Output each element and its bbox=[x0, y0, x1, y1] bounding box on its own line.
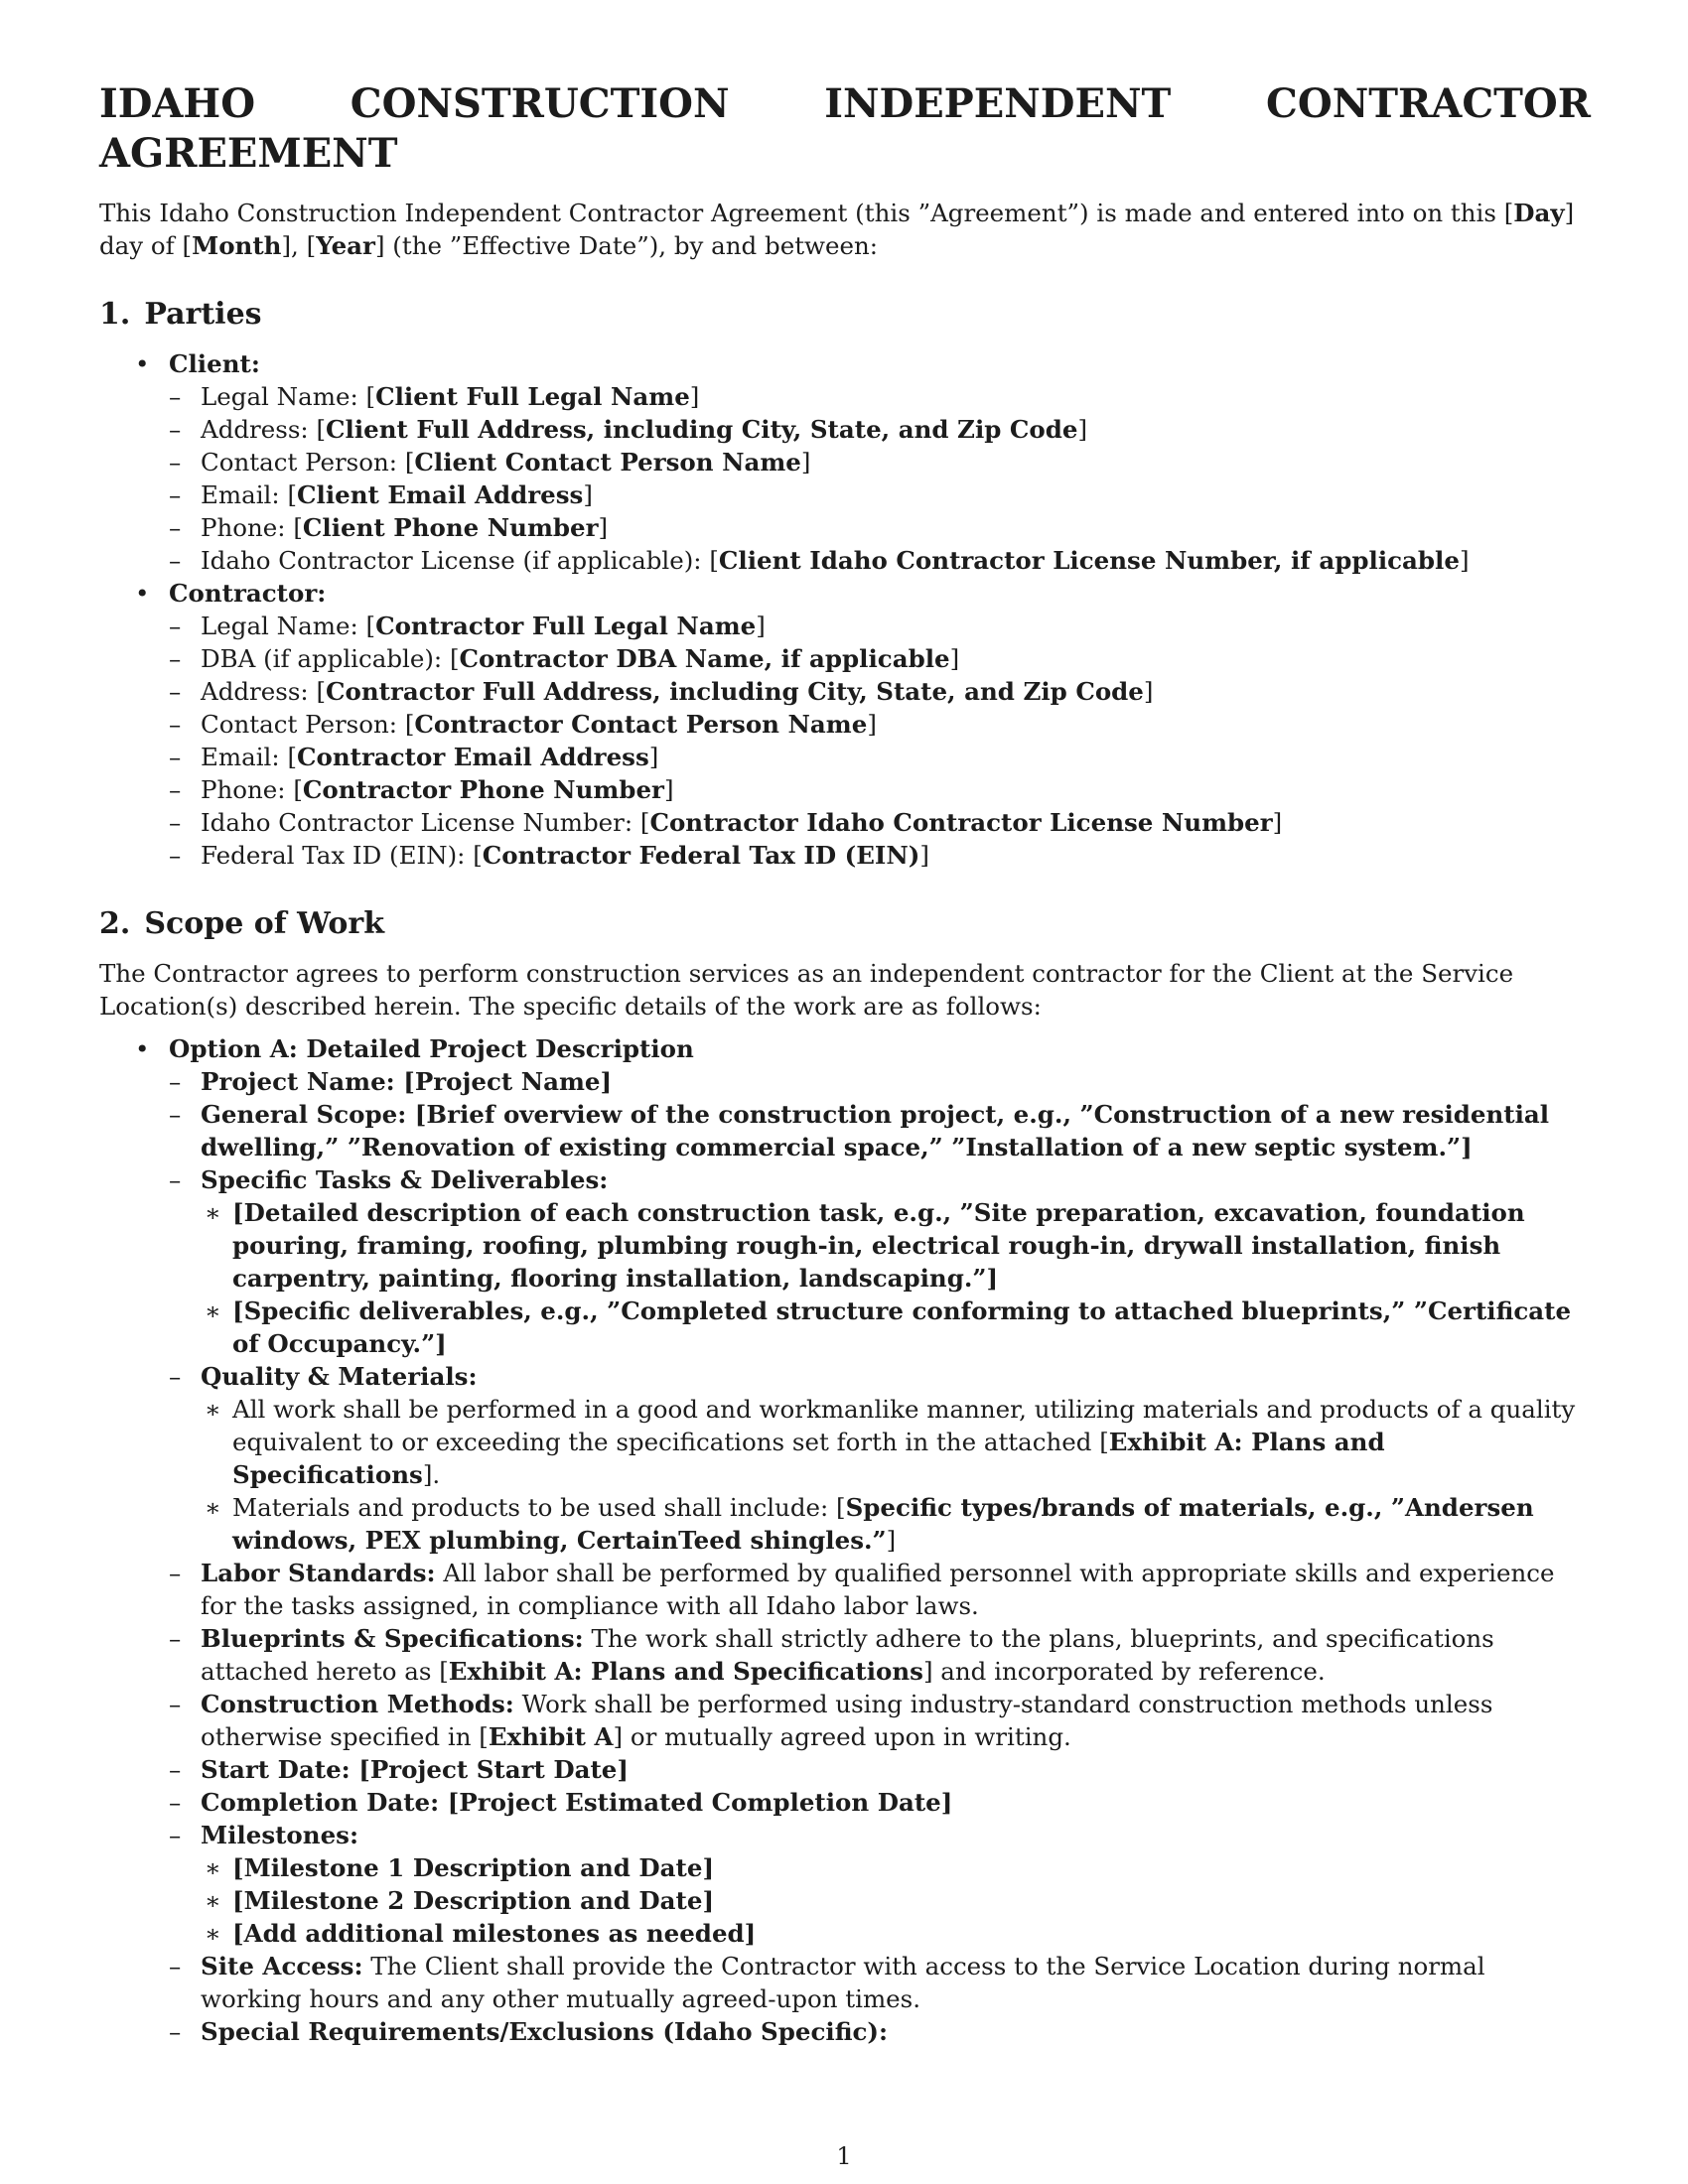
list-item: – Contact Person: [Contractor Contact Person Name] bbox=[169, 708, 1591, 741]
site-access-item: – Site Access: The Client shall provide the Contractor with access to the Service Location during normal working hours and any other mutually agreed-upon times. bbox=[169, 1950, 1591, 2015]
list-item: ∗ [Detailed description of each construction task, e.g., ”Site preparation, excavation, foundation pouring, framing, roofing, plumbing rough-in, electrical rough-in, drywall installation, finish carpentry, painting, flooring installation, landscaping.”] bbox=[201, 1196, 1591, 1295]
list-item: ∗ [Milestone 2 Description and Date] bbox=[201, 1884, 1591, 1917]
list-item: – Phone: [Contractor Phone Number] bbox=[169, 773, 1591, 806]
client-fields bbox=[169, 380, 1591, 577]
list-item: – Idaho Contractor License Number: [Contractor Idaho Contractor License Number] bbox=[169, 806, 1591, 839]
list-item: – Address: [Contractor Full Address, including City, State, and Zip Code] bbox=[169, 675, 1591, 708]
tasks-sublist bbox=[201, 1196, 1591, 1360]
parties-list bbox=[99, 347, 1591, 872]
scope-list bbox=[99, 1032, 1591, 2048]
option-a-block bbox=[99, 1032, 1591, 2048]
client-block bbox=[99, 347, 1591, 577]
day-placeholder: Day bbox=[1513, 199, 1565, 227]
page-number: 1 bbox=[836, 2142, 852, 2170]
contractor-label: Contractor: bbox=[169, 579, 327, 608]
project-name-item: – Project Name: [Project Name] bbox=[169, 1065, 1591, 1098]
list-item: – Legal Name: [Client Full Legal Name] bbox=[169, 380, 1591, 413]
client-label: Client: bbox=[169, 349, 260, 378]
document-page bbox=[99, 79, 1591, 2048]
intro-paragraph: This Idaho Construction Independent Contractor Agreement (this ”Agreement”) is made and entered into on this [Day] day of [Month], [Year] (the ”Effective Date”), by and between: bbox=[99, 199, 1575, 260]
list-item: – Federal Tax ID (EIN): [Contractor Federal Tax ID (EIN)] bbox=[169, 839, 1591, 872]
milestones-item: – Milestones: ∗ [Milestone 1 Description and Date] ∗ [Milestone 2 Description and Date] ∗ [Add additional milestones as needed] bbox=[169, 1819, 1591, 1950]
section-heading-scope: 2. Scope of Work bbox=[99, 906, 384, 941]
start-date-item: – Start Date: [Project Start Date] bbox=[169, 1753, 1591, 1786]
list-item: – Email: [Contractor Email Address] bbox=[169, 741, 1591, 773]
tasks-item: – Specific Tasks & Deliverables: ∗ [Detailed description of each construction task, e.g., ”Site preparation, excavation, foundation pouring, framing, roofing, plumbing rough-in, electrical rough-in, drywall installation, finish carpentry, painting, flooring installation, landscaping.”] ∗ [Specific deliverables, e.g., ”Completed structure conforming to attached blueprints,” ”Certificate of Occupancy.”] bbox=[169, 1163, 1591, 1360]
contractor-fields bbox=[169, 610, 1591, 872]
special-requirements-item: – Special Requirements/Exclusions (Idaho Specific): bbox=[169, 2015, 1591, 2048]
section-heading-parties: 1. Parties bbox=[99, 297, 262, 332]
list-item: – Address: [Client Full Address, including City, State, and Zip Code] bbox=[169, 413, 1591, 446]
scope-intro: The Contractor agrees to perform construction services as an independent contractor for the Client at the Service Location(s) described herein. The specific details of the work are as follows: bbox=[99, 959, 1514, 1021]
quality-item: – Quality & Materials: ∗ All work shall be performed in a good and workmanlike manner, utilizing materials and products of a quality equivalent to or exceeding the specifications set forth in the attached [Exhibit A: Plans and Specifications]. ∗ Materials and products to be used shall include: [Specific types/brands of materials, e.g., ”Andersen windows, PEX plumbing, CertainTeed shingles.”] bbox=[169, 1360, 1591, 1557]
list-item: – Phone: [Client Phone Number] bbox=[169, 511, 1591, 544]
list-item: ∗ Materials and products to be used shall include: [Specific types/brands of materials, e.g., ”Andersen windows, PEX plumbing, CertainTeed shingles.”] bbox=[201, 1491, 1591, 1557]
list-item: – Email: [Client Email Address] bbox=[169, 478, 1591, 511]
general-scope-item: – General Scope: [Brief overview of the construction project, e.g., ”Construction of a new residential dwelling,” ”Renovation of existing commercial space,” ”Installation of a new septic system.”] bbox=[169, 1098, 1591, 1163]
quality-sublist bbox=[201, 1393, 1591, 1557]
year-placeholder: Year bbox=[316, 231, 375, 260]
milestones-sublist bbox=[201, 1851, 1591, 1950]
list-item: – Idaho Contractor License (if applicable): [Client Idaho Contractor License Number, if applicable] bbox=[169, 544, 1591, 577]
list-item: ∗ [Milestone 1 Description and Date] bbox=[201, 1851, 1591, 1884]
list-item: ∗ All work shall be performed in a good and workmanlike manner, utilizing materials and products of a quality equivalent to or exceeding the specifications set forth in the attached [Exhibit A: Plans and Specifications]. bbox=[201, 1393, 1591, 1491]
list-item: ∗ [Add additional milestones as needed] bbox=[201, 1917, 1591, 1950]
list-item: ∗ [Specific deliverables, e.g., ”Completed structure conforming to attached blueprints,” ”Certificate of Occupancy.”] bbox=[201, 1295, 1591, 1360]
contractor-block bbox=[99, 577, 1591, 872]
blueprints-item: – Blueprints & Specifications: The work shall strictly adhere to the plans, blueprints, and specifications attached hereto as [Exhibit A: Plans and Specifications] and incorporated by reference. bbox=[169, 1622, 1591, 1688]
list-item: – Legal Name: [Contractor Full Legal Name] bbox=[169, 610, 1591, 642]
document-title: IDAHO CONSTRUCTION INDEPENDENT CONTRACTOR AGREEMENT bbox=[99, 80, 1591, 177]
methods-item: – Construction Methods: Work shall be performed using industry-standard construction methods unless otherwise specified in [Exhibit A] or mutually agreed upon in writing. bbox=[169, 1688, 1591, 1753]
labor-item: – Labor Standards: All labor shall be performed by qualified personnel with appropriate skills and experience for the tasks assigned, in compliance with all Idaho labor laws. bbox=[169, 1557, 1591, 1622]
list-item: – Contact Person: [Client Contact Person Name] bbox=[169, 446, 1591, 478]
option-a-label: Option A: Detailed Project Description bbox=[169, 1034, 694, 1063]
list-item: – DBA (if applicable): [Contractor DBA Name, if applicable] bbox=[169, 642, 1591, 675]
option-a-items bbox=[169, 1065, 1591, 2048]
completion-date-item: – Completion Date: [Project Estimated Completion Date] bbox=[169, 1786, 1591, 1819]
month-placeholder: Month bbox=[192, 231, 282, 260]
